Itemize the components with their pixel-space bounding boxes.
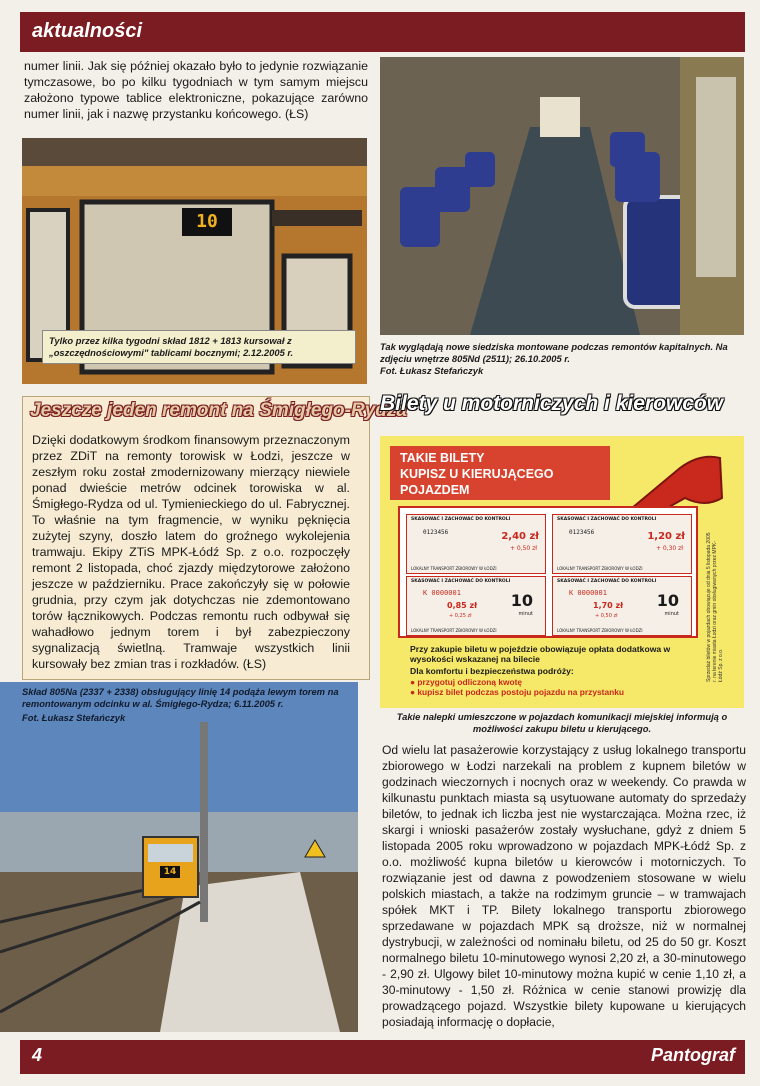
interior-illustration bbox=[380, 57, 744, 335]
ticket-serial: K 0000001 bbox=[569, 589, 607, 597]
ticket-price: 1,70 zł bbox=[593, 601, 624, 610]
tram-route-number: 14 bbox=[160, 866, 180, 878]
ticket-surcharge: + 0,50 zł bbox=[595, 613, 618, 619]
ticket-minutes-label: minut bbox=[664, 611, 679, 617]
magazine-name: Pantograf bbox=[650, 1045, 735, 1065]
track-illustration bbox=[0, 682, 358, 1032]
sticker-headline-line3: POJAZDEM bbox=[400, 483, 470, 497]
article1-title: Jeszcze jeden remont na Śmigłego-Rydza bbox=[30, 400, 407, 421]
ticket-1 bbox=[406, 514, 546, 574]
photo3-credit: Fot. Łukasz Stefańczyk bbox=[22, 712, 126, 723]
ticket-price: 1,20 zł bbox=[647, 531, 685, 542]
ticket-serial: K 0000001 bbox=[423, 589, 461, 597]
page-footer-bar bbox=[20, 1040, 745, 1074]
ticket-header: SKASOWAĆ I ZACHOWAĆ DO KONTROLI bbox=[557, 579, 657, 584]
sticker-bullet-1 bbox=[410, 677, 710, 687]
section-header-bar bbox=[20, 12, 745, 52]
ticket-surcharge: + 0,50 zł bbox=[509, 545, 537, 552]
ticket-footer: LOKALNY TRANSPORT ZBIOROWY W ŁODZI bbox=[411, 628, 497, 633]
sticker-headline-box bbox=[390, 446, 610, 500]
bullet-icon: ● bbox=[410, 687, 418, 697]
sticker-caption: Takie nalepki umieszczone w pojazdach komunikacji miejskiej informują o możliwości zakupu biletu u kierującego. bbox=[396, 711, 728, 734]
ticket-minutes: 10 bbox=[656, 591, 679, 610]
photo3-caption: Skład 805Na (2337 + 2338) obsługujący linię 14 podąża lewym torem na remontowanym odcinku w al. Śmigłego-Rydza; 6.11.2005 r. bbox=[22, 686, 339, 709]
article2-title: Bilety u motorniczych i kierowców bbox=[380, 392, 724, 415]
ticket-4 bbox=[552, 576, 692, 636]
intro-text: numer linii. Jak się później okazało było to jedynie rozwiązanie tymczasowe, bo po kilku tygodniach w tym samym miejscu założono typowe tablice elektroniczne, pokazujące zarówno numer linii, jak i nazwę przystanku końcowego. (ŁS) bbox=[24, 59, 368, 121]
ticket-header: SKASOWAĆ I ZACHOWAĆ DO KONTROLI bbox=[557, 517, 657, 522]
sticker-info-bold: Przy zakupie biletu w pojeździe obowiązuje opłata dodatkowa w wysokości wskazanej na bilecie bbox=[410, 644, 671, 664]
photo2-caption: Tak wyglądają nowe siedziska montowane podczas remontów kapitalnych. Na zdjęciu wnętrze 805Nd (2511); 26.10.2005 r. bbox=[380, 341, 728, 364]
ticket-serial: 0123456 bbox=[569, 529, 595, 536]
ticket-sticker bbox=[380, 436, 744, 708]
ticket-surcharge: + 0,30 zł bbox=[655, 545, 683, 552]
ticket-minutes: 10 bbox=[510, 591, 533, 610]
tickets-area bbox=[398, 506, 698, 638]
ticket-surcharge: + 0,25 zł bbox=[449, 613, 472, 619]
sticker-headline-line1: TAKIE BILETY bbox=[400, 451, 485, 465]
ticket-serial: 0123456 bbox=[423, 529, 449, 536]
article2-body: Od wielu lat pasażerowie korzystający z usług lokalnego transportu zbiorowego w Łodzi narzekali na problem z kupnem biletów w godzinach wieczornych i nocnych oraz w weekendy. Co prawda w kilkunastu punktach miasta są usytuowane automaty do sprzedaży biletów, to jednak ich liczba jest nie wystarczająca. Można rzec, iż skargi i wnioski pasażerów zostały wysłuchane, gdyż z dniem 5 listopada 2005 roku wprowadzono w pojazdach MPK-Łódź Sp. z o.o. możliwość kupna biletów u kierowców i motorniczych. To rozwiązanie jest od dawna z powodzeniem stosowane w wielu polskich miastach, a także na rodzimym gruncie – w tramwajach spółek MKT i TP. Bilety lokalnego transportu zbiorowego sprzedawane w pojazdach MPK są droższe, niż w normalnej dystrybucji, w zależności od nominału biletu, od 25 do 50 gr. Koszt normalnego biletu 10-minutowego wynosi 2,20 zł, a 30-minutowego - 2,90 zł. Ulgowy bilet 10-minutowy można kupić w cenie 1,10 zł, a 30-minutowy - 1,50 zł. Różnica w cenie stanowi prowizję dla prowadzącego pojazd. Wszystkie bilety kupowane u kierujących posiadają informację o dopłacie, bbox=[382, 743, 746, 1029]
ticket-3 bbox=[406, 576, 546, 636]
ticket-header: SKASOWAĆ I ZACHOWAĆ DO KONTROLI bbox=[411, 517, 511, 522]
ticket-footer: LOKALNY TRANSPORT ZBIOROWY W ŁODZI bbox=[411, 566, 497, 571]
line-number-sign: 10 bbox=[182, 208, 232, 236]
photo1-caption: Tylko przez kilka tygodni skład 1812 + 1813 kursował z „oszczędnościowymi" tablicami bocznymi; 2.12.2005 r. bbox=[42, 330, 356, 364]
page-number: 4 bbox=[32, 1045, 43, 1065]
sticker-bullet-text: kupisz bilet podczas postoju pojazdu na przystanku bbox=[417, 687, 624, 697]
article1-body: Dzięki dodatkowym środkom finansowym przeznaczonym przez ZDiT na remonty torowisk w Łodzi, jeszcze w zeszłym roku został zmodernizowany mierzący niewiele ponad dwieście metrów odcinek torowiska w al. Śmigłego-Rydza od ul. Tymienieckiego do ul. Fabrycznej. To właśnie na tym fragmencie, w wyniku pęknięcia zużytej szyny, doszło latem do groźnego wykolejenia tramwaju. Ekipy ZTiS MPK-Łódź Sp. z o.o. rozpoczęły remont 2 listopada, choć zjazdy międzytorowe założono jeszcze w październiku. Prace zakończyły się w połowie grudnia, przy czym jak dotychczas nie zdemontowano torów łącznikowych. Podczas remontu ruch odbywał się wahadłowo jednym torem i był zabezpieczony sygnalizacją świetlną. Tramwaje wszystkich linii kursowały bez zmian tras i rozkładów. (ŁS) bbox=[32, 433, 350, 671]
sticker-comfort-title: Dla komfortu i bezpieczeństwa podróży: bbox=[410, 666, 574, 676]
ticket-footer: LOKALNY TRANSPORT ZBIOROWY W ŁODZI bbox=[557, 628, 643, 633]
ticket-price: 2,40 zł bbox=[501, 531, 539, 542]
sticker-bullet-2 bbox=[410, 687, 710, 697]
ticket-header: SKASOWAĆ I ZACHOWAĆ DO KONTROLI bbox=[411, 579, 511, 584]
ticket-2 bbox=[552, 514, 692, 574]
ticket-footer: LOKALNY TRANSPORT ZBIOROWY W ŁODZI bbox=[557, 566, 643, 571]
photo-track-renovation bbox=[0, 682, 358, 1032]
photo-tram-side-sign bbox=[22, 138, 367, 384]
sticker-side-note: Sprzedaż biletów w pojazdach obowiązuje od dnia 5 listopada 2005 r. na terenie miasta Łodzi oraz gmin obsługiwanych przez MPK-Łódź Sp. z o.o. bbox=[706, 532, 724, 682]
photo2-credit: Fot. Łukasz Stefańczyk bbox=[380, 365, 484, 376]
ticket-minutes-label: minut bbox=[518, 611, 533, 617]
sticker-headline-line2: KUPISZ U KIERUJĄCEGO bbox=[400, 467, 554, 481]
sticker-bullet-text: przygotuj odliczoną kwotę bbox=[417, 677, 523, 687]
section-title: aktualności bbox=[32, 20, 143, 42]
ticket-price: 0,85 zł bbox=[447, 601, 478, 610]
bullet-icon: ● bbox=[410, 677, 418, 687]
photo-tram-interior bbox=[380, 57, 744, 335]
